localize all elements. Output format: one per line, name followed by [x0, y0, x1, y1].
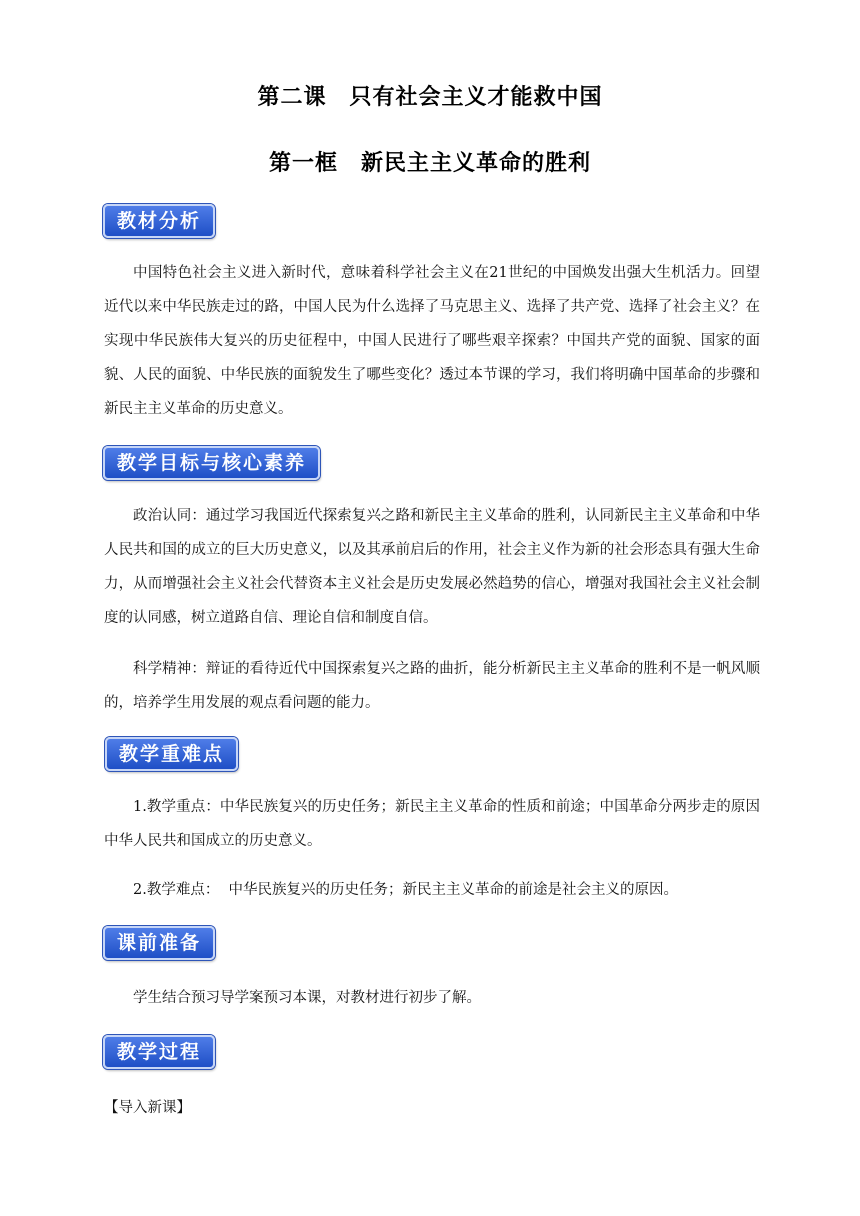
- frame-title: 第一框 新民主主义革命的胜利: [268, 151, 591, 176]
- prep-paragraph: 学生结合预习导学案预习本课，对教材进行初步了解。: [133, 990, 481, 1006]
- intro-heading: 【导入新课】: [104, 1100, 191, 1116]
- section-badge-goals: 教学目标与核心素养: [103, 446, 320, 480]
- analysis-paragraph: 中国特色社会主义进入新时代，意味着科学社会主义在21世纪的中国焕发出强大生机活力。回望近代以来中华民族走过的路，中国人民为什么选择了马克思主义、选择了共产党、选择了社会主义？在实现中华民族伟大复兴的历史征程中，中国人民进行了哪些艰辛探索？中国共产党的面貌、国家的面貌、人民的面貌、中华民族的面貌发生了哪些变化？透过本节课的学习，我们将明确中国革命的步骤和新民主主义革命的历史意义。: [104, 265, 760, 417]
- goals-paragraph-political: 政治认同：通过学习我国近代探索复兴之路和新民主主义革命的胜利，认同新民主主义革命和中华人民共和国的成立的巨大历史意义，以及其承前启后的作用，社会主义作为新的社会形态具有强大生命力，从而增强社会主义社会代替资本主义社会是历史发展必然趋势的信心，增强对我国社会主义社会制度的认同感，树立道路自信、理论自信和制度自信。: [104, 508, 760, 626]
- section-badge-key-points: 教学重难点: [105, 737, 238, 771]
- section-badge-analysis: 教材分析: [103, 204, 215, 238]
- key-points-paragraph-focus: 1.教学重点：中华民族复兴的历史任务；新民主主义革命的性质和前途；中国革命分两步走的原因中华人民共和国成立的历史意义。: [104, 799, 760, 849]
- lesson-title: 第二课 只有社会主义才能救中国: [257, 85, 603, 110]
- key-points-paragraph-difficulty: 2.教学难点： 中华民族复兴的历史任务；新民主主义革命的前途是社会主义的原因。: [133, 882, 679, 898]
- section-badge-process: 教学过程: [103, 1035, 215, 1069]
- section-badge-prep: 课前准备: [103, 926, 215, 960]
- goals-paragraph-science: 科学精神：辩证的看待近代中国探索复兴之路的曲折，能分析新民主主义革命的胜利不是一帆风顺的，培养学生用发展的观点看问题的能力。: [104, 661, 760, 711]
